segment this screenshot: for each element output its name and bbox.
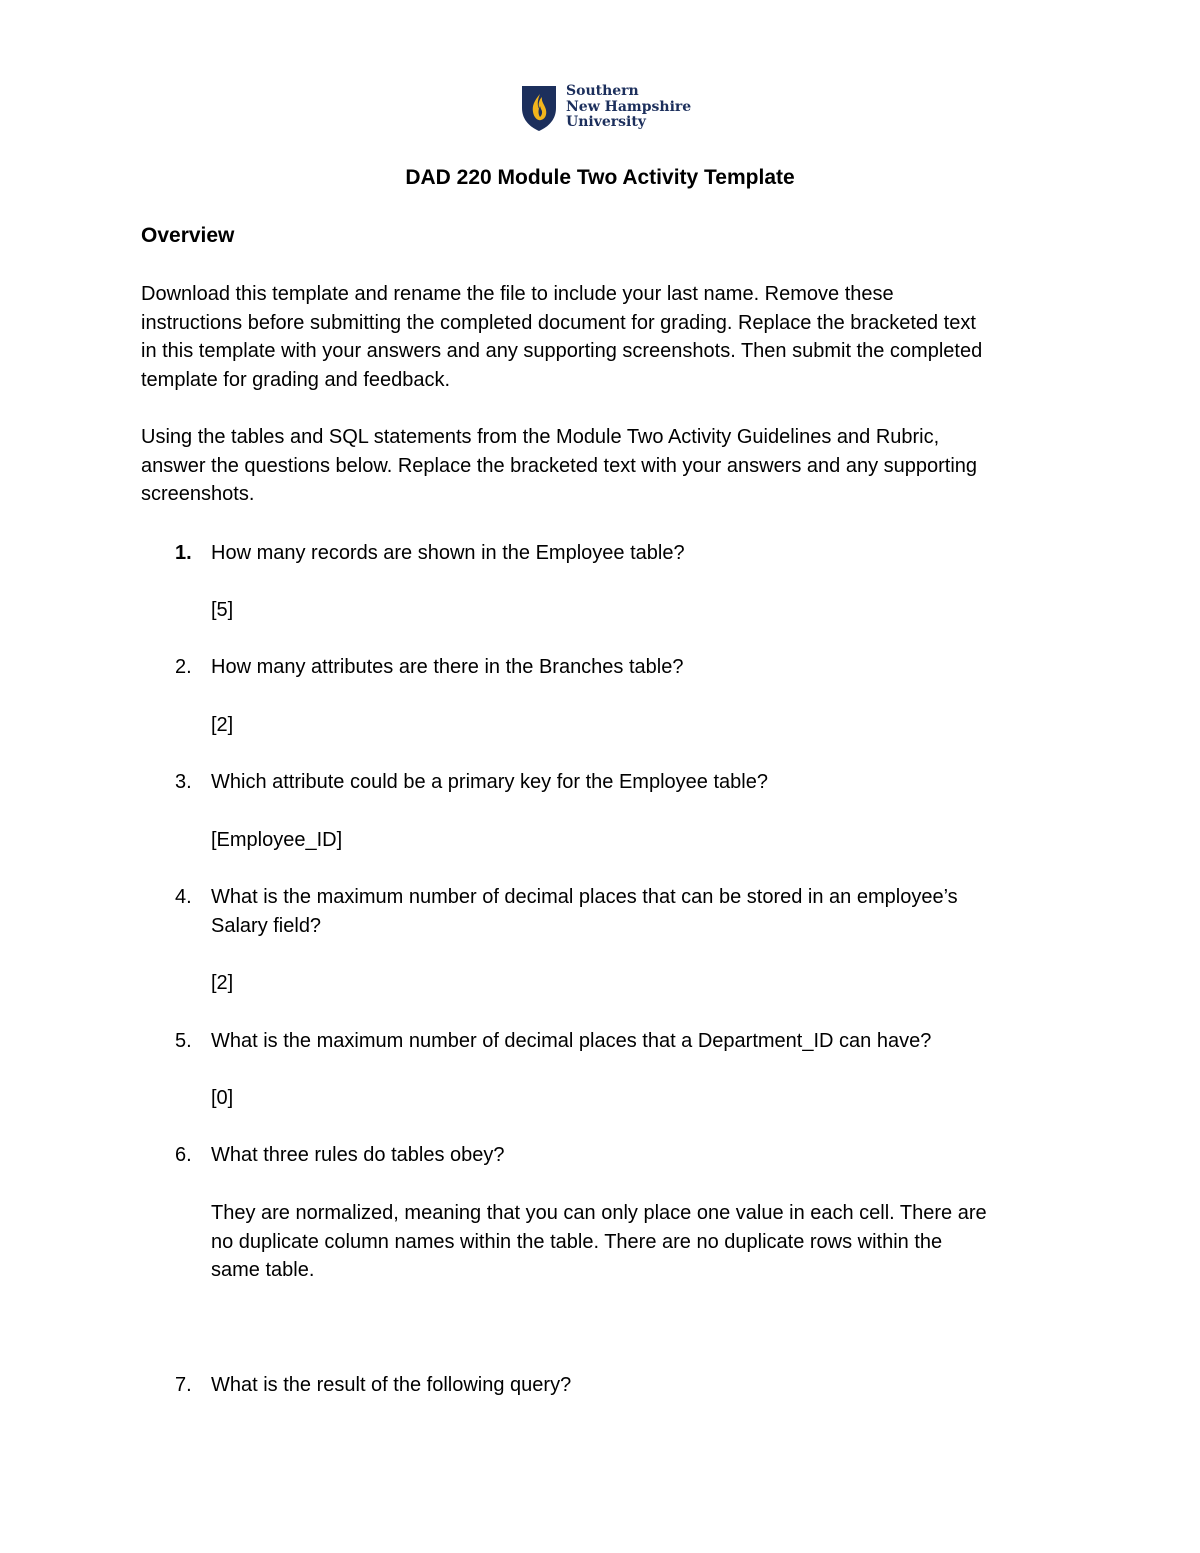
logo-line: University: [566, 114, 646, 130]
answer-line: same table.: [211, 1259, 315, 1282]
logo-line: New Hampshire: [566, 98, 692, 115]
logo-line: Southern: [566, 83, 639, 99]
question-text: [211, 1027, 931, 1056]
answer-line: [2]: [211, 972, 234, 994]
instructions-paragraph: [141, 423, 1071, 509]
answer-line: [0]: [211, 1087, 234, 1109]
question-text: [211, 653, 683, 682]
paragraph-line: in this template with your answers and any supporting screenshots. Then submit the completed: [141, 340, 983, 363]
paragraph-line: instructions before submitting the completed document for grading. Replace the bracketed text: [141, 311, 976, 334]
answer-line: [Employee_ID]: [211, 829, 343, 851]
question-number: 4.: [175, 886, 192, 908]
answer-line: no duplicate column names within the table. There are no duplicate rows within the: [211, 1230, 943, 1253]
paragraph-line: answer the questions below. Replace the bracketed text with your answers and any supporting: [141, 454, 978, 477]
question-line: Which attribute could be a primary key for the Employee table?: [211, 771, 768, 793]
question-text: [211, 883, 958, 940]
paragraph-line: Using the tables and SQL statements from the Module Two Activity Guidelines and Rubric,: [141, 426, 940, 448]
answer-5: [211, 1084, 233, 1113]
question-number: 6.: [175, 1144, 192, 1166]
question-text: [211, 768, 768, 797]
question-text: [211, 1141, 505, 1170]
question-number: 2.: [175, 656, 192, 678]
question-line: Salary field?: [211, 914, 322, 937]
question-line: What is the maximum number of decimal places that a Department_ID can have?: [211, 1030, 932, 1052]
answer-line: [5]: [211, 599, 234, 621]
answer-6: [211, 1199, 987, 1285]
paragraph-line: template for grading and feedback.: [141, 369, 451, 392]
question-number: 5.: [175, 1030, 192, 1052]
question-line: How many records are shown in the Employee table?: [211, 542, 685, 564]
question-number: 1.: [175, 542, 192, 564]
answer-4: [211, 969, 233, 998]
shield-flame-icon: [520, 84, 560, 132]
answer-3: [211, 826, 342, 855]
question-line: How many attributes are there in the Branches table?: [211, 656, 684, 678]
answer-1: [211, 596, 233, 625]
question-line: What three rules do tables obey?: [211, 1144, 505, 1166]
answer-line: [2]: [211, 714, 234, 736]
intro-paragraph: [141, 280, 1071, 395]
question-text: [211, 1371, 571, 1400]
question-line: What is the result of the following query?: [211, 1374, 572, 1396]
question-number: 3.: [175, 771, 192, 793]
question-line: What is the maximum number of decimal places that can be stored in an employee’s: [211, 886, 958, 908]
paragraph-line: screenshots.: [141, 483, 255, 506]
question-number: 7.: [175, 1374, 192, 1396]
question-text: [211, 539, 685, 568]
answer-line: They are normalized, meaning that you can only place one value in each cell. There are: [211, 1202, 987, 1224]
answer-2: [211, 711, 233, 740]
overview-heading: Overview: [141, 224, 235, 247]
snhu-logo: [520, 84, 690, 134]
logo-wordmark: [566, 84, 691, 131]
document-title: DAD 220 Module Two Activity Template: [405, 166, 795, 189]
paragraph-line: Download this template and rename the file to include your last name. Remove these: [141, 283, 894, 305]
